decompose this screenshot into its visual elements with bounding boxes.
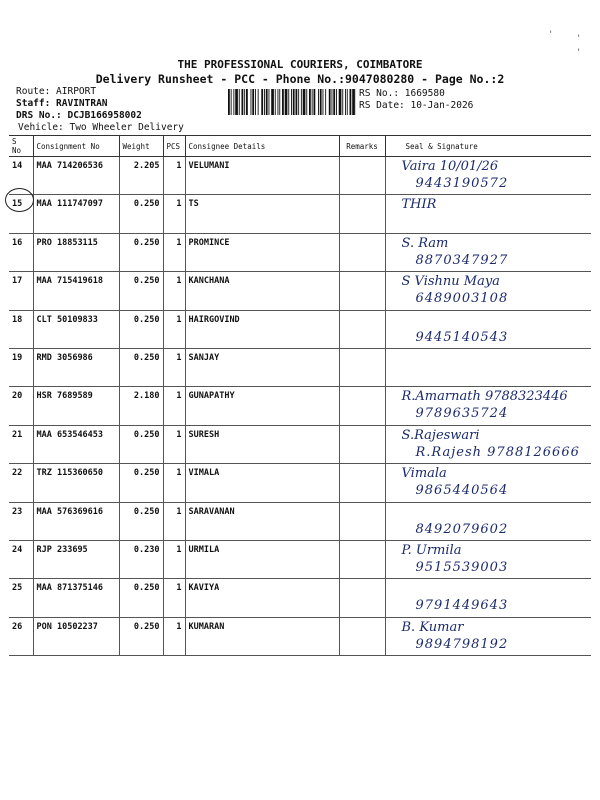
- weight-cell: 0.250: [119, 425, 163, 463]
- pcs-cell: 1: [163, 195, 185, 233]
- pcs-cell: 1: [163, 272, 185, 310]
- weight-cell: 0.250: [119, 579, 163, 617]
- remarks-cell: [339, 272, 385, 310]
- pcs-cell: 1: [163, 233, 185, 271]
- remarks-cell: [339, 464, 385, 502]
- remarks-cell: [339, 157, 385, 195]
- table-row: [9, 579, 591, 617]
- signature-cell: [385, 540, 591, 578]
- pcs-cell: 1: [163, 425, 185, 463]
- consignment-cell: MAA 715419618: [33, 272, 119, 310]
- consignee-cell: HAIRGOVIND: [185, 310, 339, 348]
- handwritten-signature: THIR: [401, 197, 437, 213]
- consignment-cell: MAA 714206536: [33, 157, 119, 195]
- header-remarks: Remarks: [339, 136, 385, 157]
- consignment-cell: RMD 3056986: [33, 348, 119, 386]
- handwritten-phone: 9791449643: [415, 598, 509, 614]
- table-row: [9, 348, 591, 386]
- weight-cell: 0.250: [119, 272, 163, 310]
- consignment-cell: MAA 576369616: [33, 502, 119, 540]
- table-header-row: [9, 136, 591, 157]
- remarks-cell: [339, 617, 385, 655]
- sno-cell: 26: [9, 617, 33, 655]
- remarks-cell: [339, 310, 385, 348]
- pcs-cell: 1: [163, 579, 185, 617]
- consignee-cell: VELUMANI: [185, 157, 339, 195]
- weight-cell: 0.250: [119, 233, 163, 271]
- header-signature: Seal & Signature: [385, 136, 591, 157]
- remarks-cell: [339, 387, 385, 425]
- table-row: [9, 272, 591, 310]
- signature-cell: [385, 272, 591, 310]
- signature-cell: [385, 348, 591, 386]
- consignee-cell: SANJAY: [185, 348, 339, 386]
- rs-number: RS No.: 1669580: [359, 88, 445, 99]
- row-15-circle-mark: [5, 188, 34, 212]
- table-row: [9, 617, 591, 655]
- consignment-cell: PRO 18853115: [33, 233, 119, 271]
- handwritten-signature: R.Amarnath 9788323446: [401, 389, 568, 405]
- remarks-cell: [339, 425, 385, 463]
- signature-cell: [385, 157, 591, 195]
- consignment-cell: TRZ 115360650: [33, 464, 119, 502]
- consignment-cell: MAA 111747097: [33, 195, 119, 233]
- handwritten-phone: 9865440564: [415, 483, 509, 499]
- handwritten-phone: 9894798192: [415, 636, 509, 652]
- pcs-cell: 1: [163, 617, 185, 655]
- signature-cell: [385, 502, 591, 540]
- consignment-cell: CLT 50109833: [33, 310, 119, 348]
- table-row: [9, 157, 591, 195]
- pcs-cell: 1: [163, 464, 185, 502]
- remarks-cell: [339, 540, 385, 578]
- sno-cell: 19: [9, 348, 33, 386]
- header-consignment: Consignment No: [33, 136, 119, 157]
- drs-label: DRS No.: DCJB166958002: [16, 110, 142, 121]
- table-row: [9, 502, 591, 540]
- pcs-cell: 1: [163, 540, 185, 578]
- signature-cell: [385, 617, 591, 655]
- consignee-cell: SURESH: [185, 425, 339, 463]
- pcs-cell: 1: [163, 157, 185, 195]
- corner-mark: ': [548, 30, 554, 40]
- consignee-cell: KAVIYA: [185, 579, 339, 617]
- header-weight: Weight: [119, 136, 163, 157]
- weight-cell: 0.250: [119, 310, 163, 348]
- consignment-cell: PON 10502237: [33, 617, 119, 655]
- sno-cell: 16: [9, 233, 33, 271]
- handwritten-phone: 6489003108: [415, 291, 509, 307]
- weight-cell: 0.250: [119, 348, 163, 386]
- table-row: [9, 425, 591, 463]
- weight-cell: 0.250: [119, 464, 163, 502]
- handwritten-signature: S Vishnu Maya: [401, 274, 500, 290]
- consignment-cell: RJP 233695: [33, 540, 119, 578]
- handwritten-signature: Vimala: [401, 466, 447, 482]
- weight-cell: 0.250: [119, 195, 163, 233]
- remarks-cell: [339, 348, 385, 386]
- runsheet-table: [9, 135, 591, 656]
- table-row: [9, 540, 591, 578]
- handwritten-signature: S.Rajeswari: [401, 427, 480, 443]
- weight-cell: 2.180: [119, 387, 163, 425]
- sno-cell: 23: [9, 502, 33, 540]
- table-row: [9, 464, 591, 502]
- weight-cell: 0.230: [119, 540, 163, 578]
- handwritten-phone: R.Rajesh 9788126666: [415, 444, 580, 460]
- sno-cell: 18: [9, 310, 33, 348]
- sno-cell: 20: [9, 387, 33, 425]
- weight-cell: 2.205: [119, 157, 163, 195]
- barcode: [228, 89, 356, 115]
- table-row: [9, 310, 591, 348]
- consignee-cell: GUNAPATHY: [185, 387, 339, 425]
- consignee-cell: SARAVANAN: [185, 502, 339, 540]
- signature-cell: [385, 195, 591, 233]
- consignee-cell: KUMARAN: [185, 617, 339, 655]
- table-row: [9, 387, 591, 425]
- handwritten-phone: 8870347927: [415, 252, 509, 268]
- handwritten-signature: P. Urmila: [401, 542, 462, 558]
- sno-cell: 21: [9, 425, 33, 463]
- signature-cell: [385, 310, 591, 348]
- handwritten-phone: 8492079602: [415, 521, 509, 537]
- corner-mark: ': [576, 34, 582, 44]
- table-row: [9, 195, 591, 233]
- consignee-cell: VIMALA: [185, 464, 339, 502]
- pcs-cell: 1: [163, 348, 185, 386]
- sno-cell: 17: [9, 272, 33, 310]
- weight-cell: 0.250: [119, 617, 163, 655]
- handwritten-signature: B. Kumar: [401, 619, 464, 635]
- header-pcs: PCS: [163, 136, 185, 157]
- handwritten-phone: 9443190572: [415, 176, 509, 191]
- handwritten-phone: 9515539003: [415, 559, 509, 575]
- table-row: [9, 233, 591, 271]
- consignment-cell: MAA 653546453: [33, 425, 119, 463]
- sno-cell: 24: [9, 540, 33, 578]
- runsheet-subtitle: Delivery Runsheet - PCC - Phone No.:9047080280 - Page No.:2: [95, 72, 505, 86]
- consignee-cell: KANCHANA: [185, 272, 339, 310]
- signature-cell: [385, 425, 591, 463]
- pcs-cell: 1: [163, 310, 185, 348]
- rs-date: RS Date: 10-Jan-2026: [359, 100, 474, 111]
- handwritten-signature: Vaira 10/01/26: [401, 159, 499, 174]
- pcs-cell: 1: [163, 502, 185, 540]
- signature-cell: [385, 579, 591, 617]
- handwritten-phone: 9445140543: [415, 329, 509, 345]
- corner-mark: ': [576, 48, 582, 58]
- signature-cell: [385, 387, 591, 425]
- sno-cell: 25: [9, 579, 33, 617]
- header-sno: S No: [9, 136, 33, 157]
- remarks-cell: [339, 195, 385, 233]
- signature-cell: [385, 464, 591, 502]
- consignee-cell: PROMINCE: [185, 233, 339, 271]
- company-title: THE PROFESSIONAL COURIERS, COIMBATORE: [177, 58, 423, 71]
- signature-cell: [385, 233, 591, 271]
- sno-cell: 15: [9, 195, 33, 233]
- sno-cell: 22: [9, 464, 33, 502]
- remarks-cell: [339, 233, 385, 271]
- vehicle-label: Vehicle: Two Wheeler Delivery: [18, 122, 184, 133]
- handwritten-phone: 9789635724: [415, 406, 509, 422]
- consignee-cell: URMILA: [185, 540, 339, 578]
- sno-cell: 14: [9, 157, 33, 195]
- weight-cell: 0.250: [119, 502, 163, 540]
- route-label: Route: AIRPORT: [16, 86, 97, 97]
- header-consignee: Consignee Details: [185, 136, 339, 157]
- staff-label: Staff: RAVINTRAN: [16, 98, 108, 109]
- consignee-cell: TS: [185, 195, 339, 233]
- handwritten-signature: S. Ram: [401, 235, 449, 251]
- pcs-cell: 1: [163, 387, 185, 425]
- remarks-cell: [339, 579, 385, 617]
- remarks-cell: [339, 502, 385, 540]
- consignment-cell: HSR 7689589: [33, 387, 119, 425]
- consignment-cell: MAA 871375146: [33, 579, 119, 617]
